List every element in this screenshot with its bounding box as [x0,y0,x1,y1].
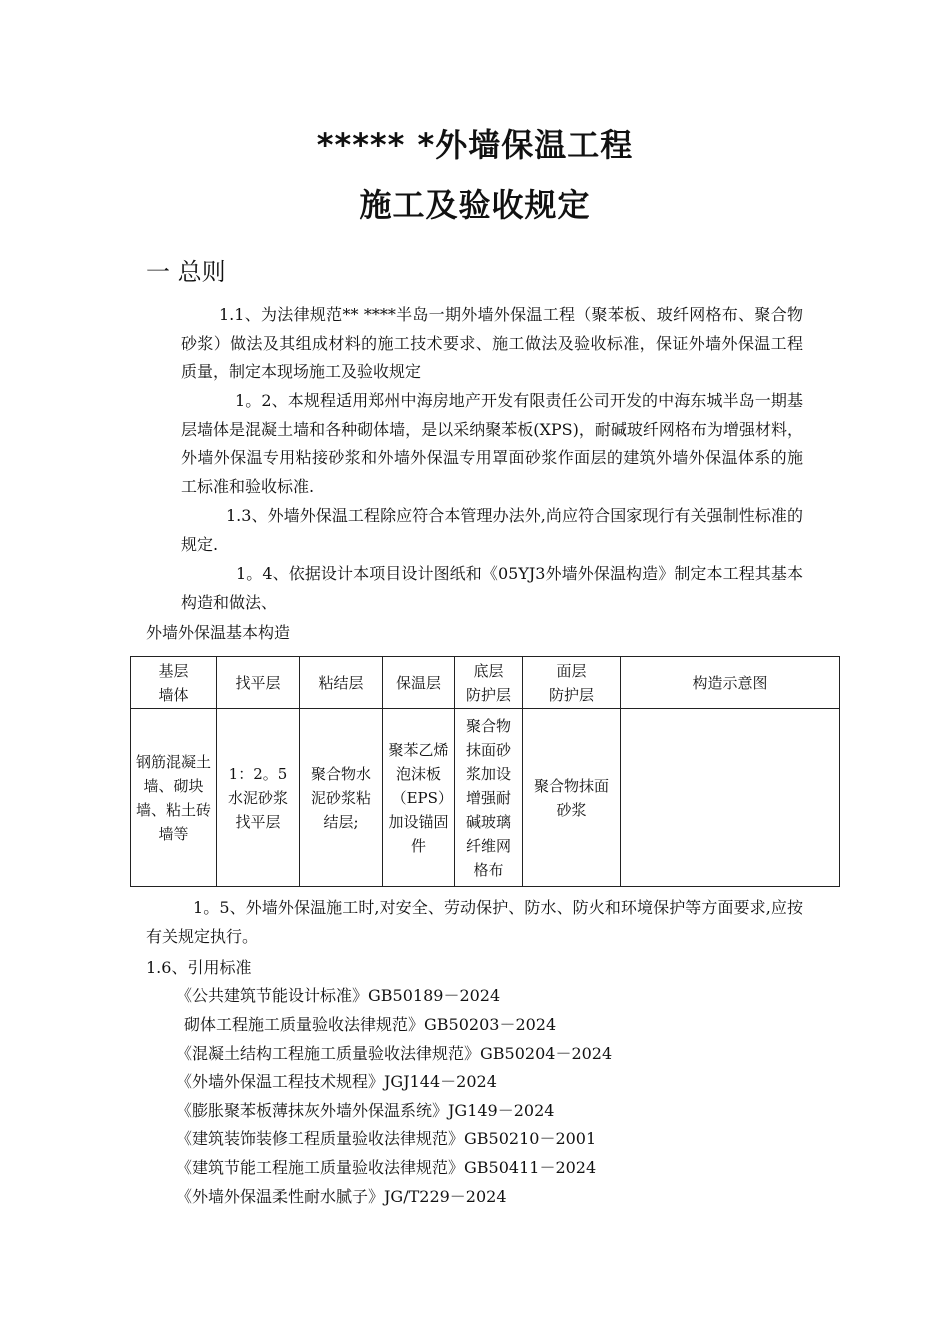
cell-diagram [621,709,840,887]
header-leveling-layer: 找平层 [217,657,300,709]
cell-bonding-layer: 聚合物水泥砂浆粘结层; [300,709,383,887]
reference-item: 《膨胀聚苯板薄抹灰外墙外保温系统》JG149－2024 [176,1101,555,1120]
reference-item: 《建筑装饰装修工程质量验收法律规范》GB50210－2001 [176,1129,597,1148]
header-bonding-layer: 粘结层 [300,657,383,709]
document-title-line1: ***** *外墙保温工程 [316,126,634,164]
paragraph-1-3: 1.3、外墙外保温工程除应符合本管理办法外,尚应符合国家现行有关强制性标准的规定. [181,506,803,554]
header-diagram: 构造示意图 [621,657,840,709]
cell-surface-protection: 聚合物抹面砂浆 [523,709,621,887]
paragraph-1-2: 1。2、本规程适用郑州中海房地产开发有限责任公司开发的中海东城半岛一期基层墙体是混凝土墙和各种砌体墙，是以采纳聚苯板(XPS)，耐碱玻纤网格布为增强材料，外墙外保温专用粘接砂浆和外墙外保温专用罩面砂浆作面层的建筑外墙外保温体系的施工标准和验收标准. [181,391,803,496]
construction-table [130,656,840,887]
section-heading: 一 总则 [146,258,226,286]
cell-insulation-layer: 聚苯乙烯泡沫板（EPS）加设锚固件 [383,709,455,887]
table-caption: 外墙外保温基本构造 [146,623,291,642]
header-insulation-layer: 保温层 [383,657,455,709]
paragraph-1-6: 1.6、引用标准 [146,958,252,977]
reference-item: 《公共建筑节能设计标准》GB50189－2024 [176,986,501,1005]
document-title-line2: 施工及验收规定 [359,186,591,224]
header-surface-protection: 面层 防护层 [523,657,621,709]
reference-item: 《外墙外保温柔性耐水腻子》JG/T229－2024 [176,1187,507,1206]
cell-base-wall: 钢筋混凝土墙、砌块墙、粘土砖墙等 [131,709,217,887]
paragraph-1-1: 1.1、为法律规范** ****半岛一期外墙外保温工程（聚苯板、玻纤网格布、聚合物砂浆）做法及其组成材料的施工技术要求、施工做法及验收标准，保证外墙外保温工程质量，制定本现场施工及验收规定 [181,305,803,382]
cell-base-protection: 聚合物抹面砂浆加设增强耐碱玻璃纤维网格布 [455,709,523,887]
paragraph-1-4: 1。4、依据设计本项目设计图纸和《05YJ3外墙外保温构造》制定本工程其基本构造和做法、 [181,564,803,612]
reference-item: 《建筑节能工程施工质量验收法律规范》GB50411－2024 [176,1158,597,1177]
reference-item: 砌体工程施工质量验收法律规范》GB50203－2024 [184,1015,557,1034]
table-row [131,709,840,887]
reference-item: 《外墙外保温工程技术规程》JGJ144－2024 [176,1072,497,1091]
header-base-wall: 基层 墙体 [131,657,217,709]
table-header-row [131,657,840,709]
cell-leveling-layer: 1：2。5水泥砂浆找平层 [217,709,300,887]
header-base-protection: 底层 防护层 [455,657,523,709]
reference-item: 《混凝土结构工程施工质量验收法律规范》GB50204－2024 [176,1044,613,1063]
paragraph-1-5: 1。5、外墙外保温施工时,对安全、劳动保护、防水、防火和环境保护等方面要求,应按有关规定执行。 [146,898,803,946]
